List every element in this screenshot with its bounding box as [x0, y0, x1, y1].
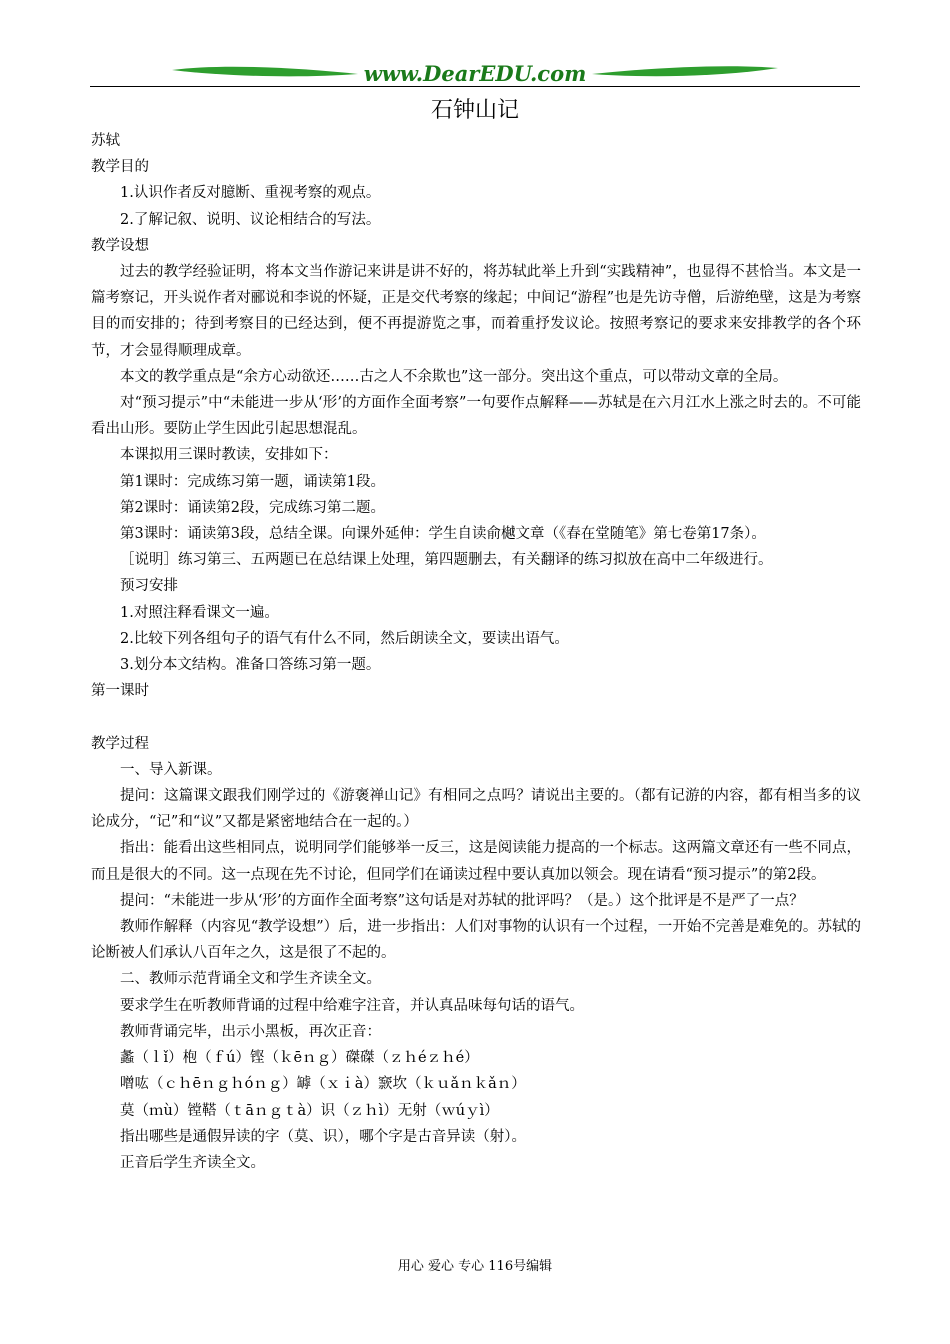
paragraph: 第2课时：诵读第2段，完成练习第二题。 — [120, 499, 385, 516]
paragraph: 提问：“未能进一步从‘形’的方面作全面考察”这句话是对苏轼的批评吗？（是。）这个批评是不是严了一点？ — [120, 892, 804, 909]
paragraph: 指出哪些是通假异读的字（莫、识），哪个字是古音异读（射）。 — [120, 1128, 526, 1145]
paragraph: 教师背诵完毕，出示小黑板，再次正音： — [120, 1023, 381, 1040]
paragraph: 对“预习提示”中“未能进一步从‘形’的方面作全面考察”一句要作点解释——苏轼是在六月江水上涨之时去的。不可能看出山形。要防止学生因此引起思想混乱。 — [91, 395, 861, 438]
paragraph: 指出：能看出这些相同点，说明同学们能够举一反三，这是阅读能力提高的一个标志。这两篇文章还有一些不同点，而且是很大的不同。这一点现在先不讨论，但同学们在诵读过程中要认真加以领会。现在请看“预习提示”的第2段。 — [91, 840, 861, 883]
paragraph: 教学过程 — [91, 735, 149, 752]
document-body — [91, 128, 861, 1176]
left-swoosh-icon — [172, 67, 358, 77]
paragraph: 噌吰（ｃｈēｎｇｈóｎｇ）罅（ｘｉà）窾坎（ｋｕǎｎｋǎｎ） — [120, 1076, 526, 1093]
paragraph: 蠡（ｌǐ）枹（ｆú）铿（ｋēｎｇ）磔磔（ｚｈéｚｈé） — [120, 1050, 479, 1067]
header-site-text: www.DearEDU.com — [363, 61, 587, 86]
paragraph: 莫（ｍù）镗鞳（ｔāｎｇｔà）识（ｚｈì）无射（ｗúｙì） — [120, 1102, 499, 1119]
paragraph: 正音后学生齐读全文。 — [120, 1154, 265, 1171]
paragraph: 教学设想 — [91, 237, 149, 254]
paragraph — [91, 704, 861, 730]
header-rule — [90, 86, 860, 87]
paragraph: 二、教师示范背诵全文和学生齐读全文。 — [120, 971, 381, 988]
document-title: 石钟山记 — [430, 98, 519, 123]
header-banner — [90, 58, 860, 88]
paragraph: 第1课时：完成练习第一题，诵读第1段。 — [120, 473, 385, 490]
paragraph: 过去的教学经验证明，将本文当作游记来讲是讲不好的，将苏轼此举上升到“实践精神”，也显得不甚恰当。本文是一篇考察记，开头说作者对郦说和李说的怀疑，正是交代考察的缘起；中间记“游程”也是先访寺僧，后游绝壁，这是为考察目的而安排的；待到考察目的已经达到，便不再提游览之事，而着重抒发议论。按照考察记的要求来安排教学的各个环节，才会显得顺理成章。 — [91, 264, 861, 359]
paragraph: 本课拟用三课时教读，安排如下： — [120, 447, 338, 464]
paragraph: ［说明］练习第三、五两题已在总结课上处理，第四题删去，有关翻译的练习拟放在高中二年级进行。 — [120, 552, 773, 569]
paragraph: 第一课时 — [91, 683, 149, 700]
paragraph: 要求学生在听教师背诵的过程中给难字注音，并认真品味每句话的语气。 — [120, 997, 584, 1014]
paragraph: 第3课时：诵读第3段，总结全课。向课外延伸：学生自读俞樾文章（《春在堂随笔》第七卷第17条）。 — [120, 526, 766, 543]
paragraph: 2.了解记叙、说明、议论相结合的写法。 — [120, 211, 381, 228]
page-header — [90, 58, 860, 90]
page-footer: 用心 爱心 专心 116号编辑 — [397, 1259, 553, 1274]
paragraph: 1.认识作者反对臆断、重视考察的观点。 — [120, 185, 381, 202]
paragraph: 教师作解释（内容见“教学设想”）后，进一步指出：人们对事物的认识有一个过程，一开始不完善是难免的。苏轼的论断被人们承认八百年之久，这是很了不起的。 — [91, 919, 861, 962]
right-swoosh-icon — [592, 66, 778, 76]
paragraph: 苏轼 — [91, 133, 120, 149]
paragraph: 教学目的 — [91, 159, 149, 176]
paragraph: 1.对照注释看课文一遍。 — [120, 604, 279, 621]
paragraph: 预习安排 — [120, 578, 178, 595]
paragraph: 提问：这篇课文跟我们刚学过的《游褒禅山记》有相同之点吗？请说出主要的。（都有记游的内容，都有相当多的议论成分，“记”和“议”又都是紧密地结合在一起的。） — [91, 788, 861, 831]
paragraph: 3.划分本文结构。准备口答练习第一题。 — [120, 657, 381, 674]
paragraph: 2.比较下列各组句子的语气有什么不同，然后朗读全文，要读出语气。 — [120, 630, 569, 647]
paragraph: 一、导入新课。 — [120, 761, 222, 778]
paragraph: 本文的教学重点是“余方心动欲还……古之人不余欺也”这一部分。突出这个重点，可以带动文章的全局。 — [120, 368, 788, 385]
